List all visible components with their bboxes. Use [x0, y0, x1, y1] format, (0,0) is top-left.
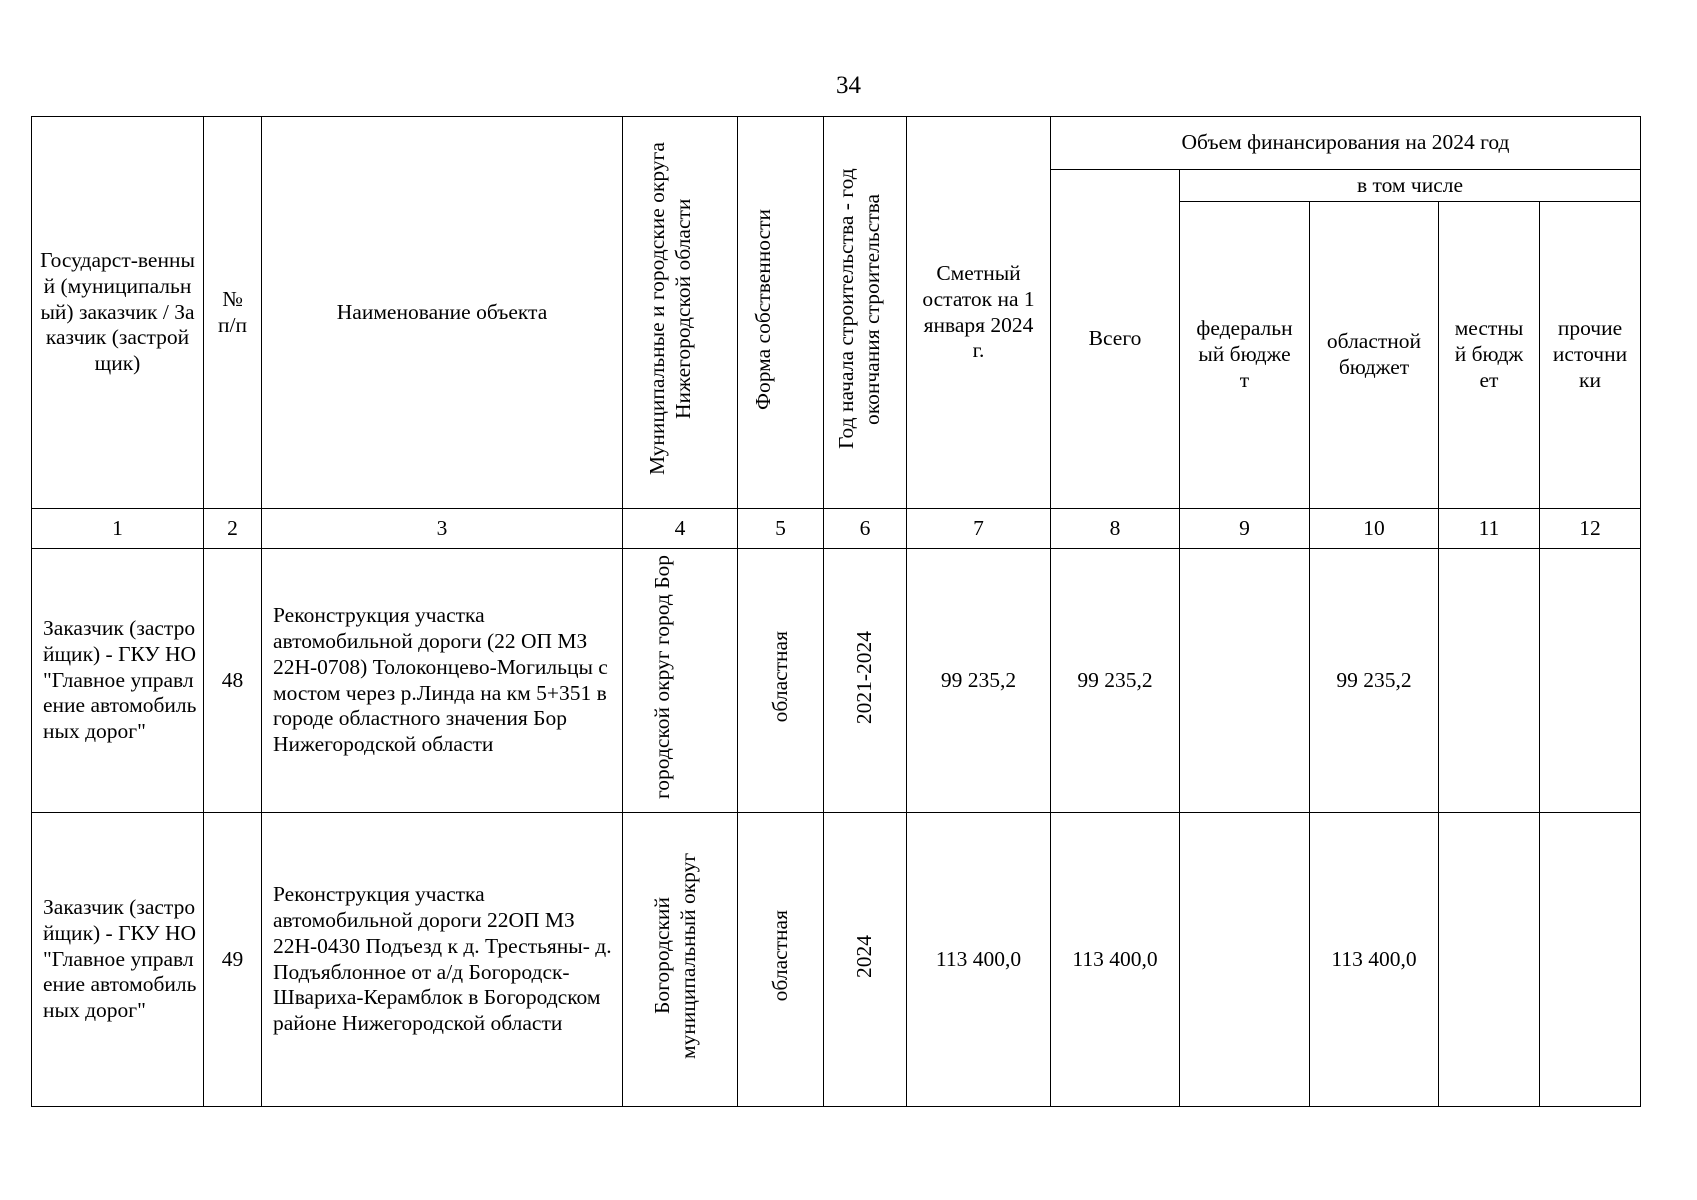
- column-number: 5: [738, 509, 824, 549]
- customer-cell: Заказчик (застройщик) - ГКУ НО "Главное управление автомобильных дорог": [32, 813, 204, 1107]
- column-number: 2: [204, 509, 262, 549]
- total-cell: 113 400,0: [1051, 813, 1180, 1107]
- ownership-cell: областная: [738, 813, 824, 1107]
- ownership-cell: областная: [738, 549, 824, 813]
- financing-table: [31, 116, 1641, 1107]
- federal-cell: [1180, 549, 1310, 813]
- column-number: 7: [907, 509, 1051, 549]
- total-cell: 99 235,2: [1051, 549, 1180, 813]
- table-row: [32, 549, 1641, 813]
- district-cell: Богородский муниципальный округ: [623, 813, 738, 1107]
- column-number: 9: [1180, 509, 1310, 549]
- column-number: 6: [824, 509, 907, 549]
- table-row: [32, 813, 1641, 1107]
- object-name-cell: Реконструкция участка автомобильной дороги 22ОП МЗ 22Н-0430 Подъезд к д. Трестьяны- д. Подъяблонное от а/д Богородск-Швариха-Керамблок в Богородском районе Нижегородской области: [262, 813, 623, 1107]
- column-number: 12: [1540, 509, 1641, 549]
- federal-cell: [1180, 813, 1310, 1107]
- column-number: 10: [1310, 509, 1439, 549]
- header-funding-group: Объем финансирования на 2024 год: [1051, 117, 1641, 170]
- column-number: 8: [1051, 509, 1180, 549]
- header-federal: федеральный бюджет: [1180, 202, 1310, 509]
- years-cell: 2024: [824, 813, 907, 1107]
- local-cell: [1439, 549, 1540, 813]
- object-name-cell: Реконструкция участка автомобильной дороги (22 ОП МЗ 22Н-0708) Толоконцево-Могильцы с мостом через р.Линда на км 5+351 в городе областного значения Бор Нижегородской области: [262, 549, 623, 813]
- header-estimate: Сметный остаток на 1 января 2024 г.: [907, 117, 1051, 509]
- column-numbers-row: [32, 509, 1641, 549]
- other-cell: [1540, 813, 1641, 1107]
- header-row-1: [32, 117, 1641, 170]
- years-cell: 2021-2024: [824, 549, 907, 813]
- header-ownership: Форма собственности: [738, 117, 824, 509]
- header-total: Всего: [1051, 170, 1180, 509]
- column-number: 11: [1439, 509, 1540, 549]
- header-district: Муниципальные и городские округа Нижегородской области: [623, 117, 738, 509]
- regional-cell: 113 400,0: [1310, 813, 1439, 1107]
- estimate-cell: 113 400,0: [907, 813, 1051, 1107]
- page-number: 34: [836, 72, 861, 99]
- local-cell: [1439, 813, 1540, 1107]
- header-other: прочие источники: [1540, 202, 1641, 509]
- header-number: № п/п: [204, 117, 262, 509]
- row-number-cell: 49: [204, 813, 262, 1107]
- estimate-cell: 99 235,2: [907, 549, 1051, 813]
- column-number: 4: [623, 509, 738, 549]
- header-years: Год начала строительства - год окончания строительства: [824, 117, 907, 509]
- column-number: 3: [262, 509, 623, 549]
- header-including: в том числе: [1180, 170, 1641, 202]
- header-customer: Государст-венный (муниципальный) заказчик / Заказчик (застройщик): [32, 117, 204, 509]
- customer-cell: Заказчик (застройщик) - ГКУ НО "Главное управление автомобильных дорог": [32, 549, 204, 813]
- row-number-cell: 48: [204, 549, 262, 813]
- header-regional: областной бюджет: [1310, 202, 1439, 509]
- header-object-name: Наименование объекта: [262, 117, 623, 509]
- header-local: местный бюджет: [1439, 202, 1540, 509]
- regional-cell: 99 235,2: [1310, 549, 1439, 813]
- district-cell: городской округ город Бор: [623, 549, 738, 813]
- column-number: 1: [32, 509, 204, 549]
- other-cell: [1540, 549, 1641, 813]
